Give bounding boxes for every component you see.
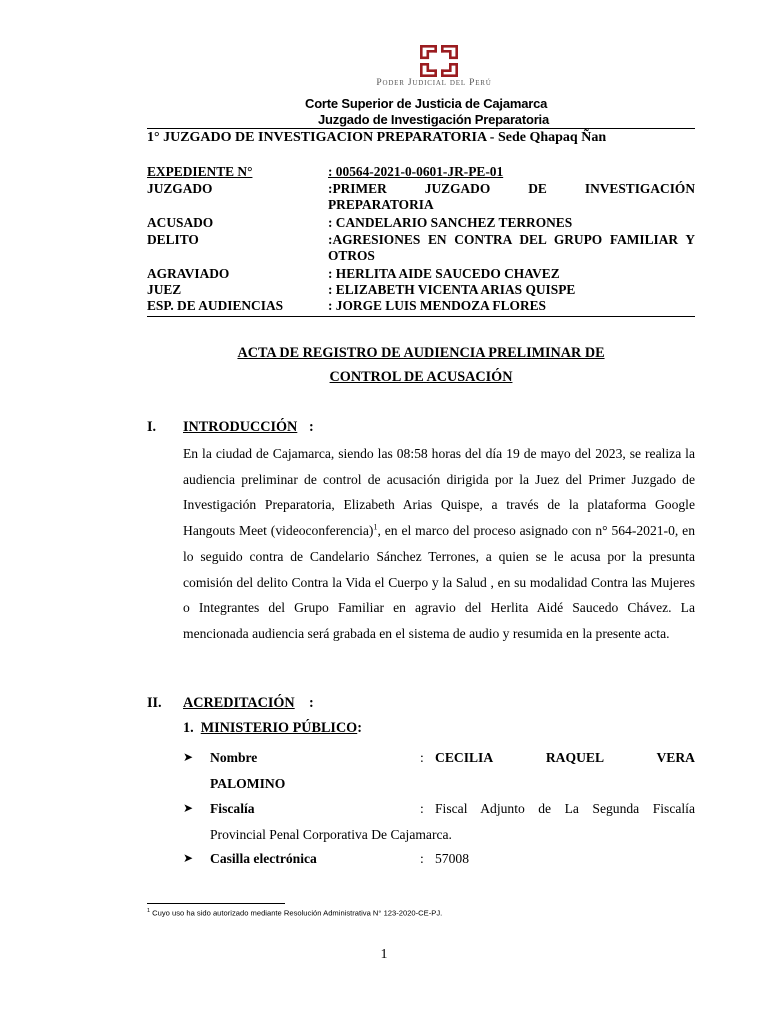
header-rule bbox=[147, 128, 695, 129]
casilla-value: 57008 bbox=[435, 851, 469, 866]
fiscalia-label: Fiscalía bbox=[210, 801, 255, 816]
nombre-label: Nombre bbox=[210, 750, 258, 765]
expediente-value: : 00564-2021-0-0601-JR-PE-01 bbox=[328, 164, 504, 179]
subsection-label: MINISTERIO PÚBLICO bbox=[200, 720, 358, 736]
footnote: $^1$ Cuyo uso ha sido autorizado mediante Resolución Administrativa N° 123-2020-CE-PJ. bbox=[147, 908, 443, 918]
section-number: II. bbox=[147, 695, 162, 711]
nombre-value: CECILIA RAQUEL VERA PALOMINO bbox=[210, 750, 695, 791]
intro-text-b: , en el marco del proceso asignado con n° 564-2021-0, en lo seguido contra de Candelario Sánchez Terrones, a quien se le acusa por la presunta comisión del delito Contra la Vida el Cuerpo y la Salud , en su modalidad Contra las Mujeres o Integrantes del Grupo Familiar en agravio del Herlita Aidé Saucedo Chávez. La mencionada audiencia será grabada en el sistema de audio y resumida en la presente acta. bbox=[183, 523, 695, 641]
subsection-ministerio-publico: 1. MINISTERIO PÚBLICO: bbox=[183, 720, 362, 736]
intro-text-a: En la ciudad de Cajamarca, siendo las 08:58 horas del día 19 de mayo del 2023, se realiza la audiencia preliminar de control de acusación dirigida por la Juez del Primer Juzgado de Investigación Preparatoria, Elizabeth Arias Quispe, a través de la plataforma Google Hangouts Meet (videoconferencia) bbox=[183, 446, 695, 539]
subsection-number: 1. bbox=[183, 720, 194, 736]
arrow-bullet-icon: ➤ bbox=[183, 851, 194, 865]
arrow-bullet-icon: ➤ bbox=[183, 801, 194, 815]
agraviado-value: : HERLITA AIDE SAUCEDO CHAVEZ bbox=[328, 266, 560, 281]
footnote-ref: 1 bbox=[373, 522, 378, 532]
fiscalia-value: Fiscal Adjunto de La Segunda Fiscalía Provincial Penal Corporativa De Cajamarca. bbox=[210, 801, 695, 842]
page-number: 1 bbox=[380, 947, 388, 962]
especialista-value: : JORGE LUIS MENDOZA FLORES bbox=[328, 298, 547, 313]
case-block-rule bbox=[147, 316, 695, 317]
acusado-value: : CANDELARIO SANCHEZ TERRONES bbox=[328, 215, 573, 230]
expediente-label: EXPEDIENTE N° bbox=[147, 164, 253, 179]
section-label: INTRODUCCIÓN bbox=[183, 419, 298, 435]
delito-value: :AGRESIONES EN CONTRA DEL GRUPO FAMILIAR Y OTROS bbox=[328, 232, 695, 263]
juez-label: JUEZ bbox=[147, 282, 182, 297]
section-number: I. bbox=[147, 419, 157, 435]
casilla-label: Casilla electrónica bbox=[210, 851, 317, 866]
juzgado-value: :PRIMER JUZGADO DE INVESTIGACIÓN PREPARATORIA bbox=[328, 181, 695, 212]
section-label: ACREDITACIÓN bbox=[183, 695, 295, 711]
act-title-line1: ACTA DE REGISTRO DE AUDIENCIA PRELIMINAR DE bbox=[237, 345, 605, 361]
arrow-bullet-icon: ➤ bbox=[183, 750, 194, 764]
footnote-rule bbox=[147, 903, 285, 904]
court-name: Corte Superior de Justicia de Cajamarca bbox=[305, 96, 548, 111]
delito-label: DELITO bbox=[147, 232, 199, 247]
agraviado-label: AGRAVIADO bbox=[147, 266, 230, 281]
introduccion-paragraph bbox=[183, 441, 695, 647]
especialista-label: ESP. DE AUDIENCIAS bbox=[147, 298, 284, 313]
juez-value: : ELIZABETH VICENTA ARIAS QUISPE bbox=[328, 282, 576, 297]
institution-name: Poder Judicial del Perú bbox=[376, 78, 492, 88]
poder-judicial-logo bbox=[418, 44, 460, 78]
act-title-line2: CONTROL DE ACUSACIÓN bbox=[329, 369, 513, 385]
juzgado-label: JUZGADO bbox=[147, 181, 213, 196]
court-title: 1° JUZGADO DE INVESTIGACION PREPARATORIA - Sede Qhapaq Ñan bbox=[147, 130, 607, 145]
court-subtitle: Juzgado de Investigación Preparatoria bbox=[318, 112, 549, 127]
acusado-label: ACUSADO bbox=[147, 215, 214, 230]
